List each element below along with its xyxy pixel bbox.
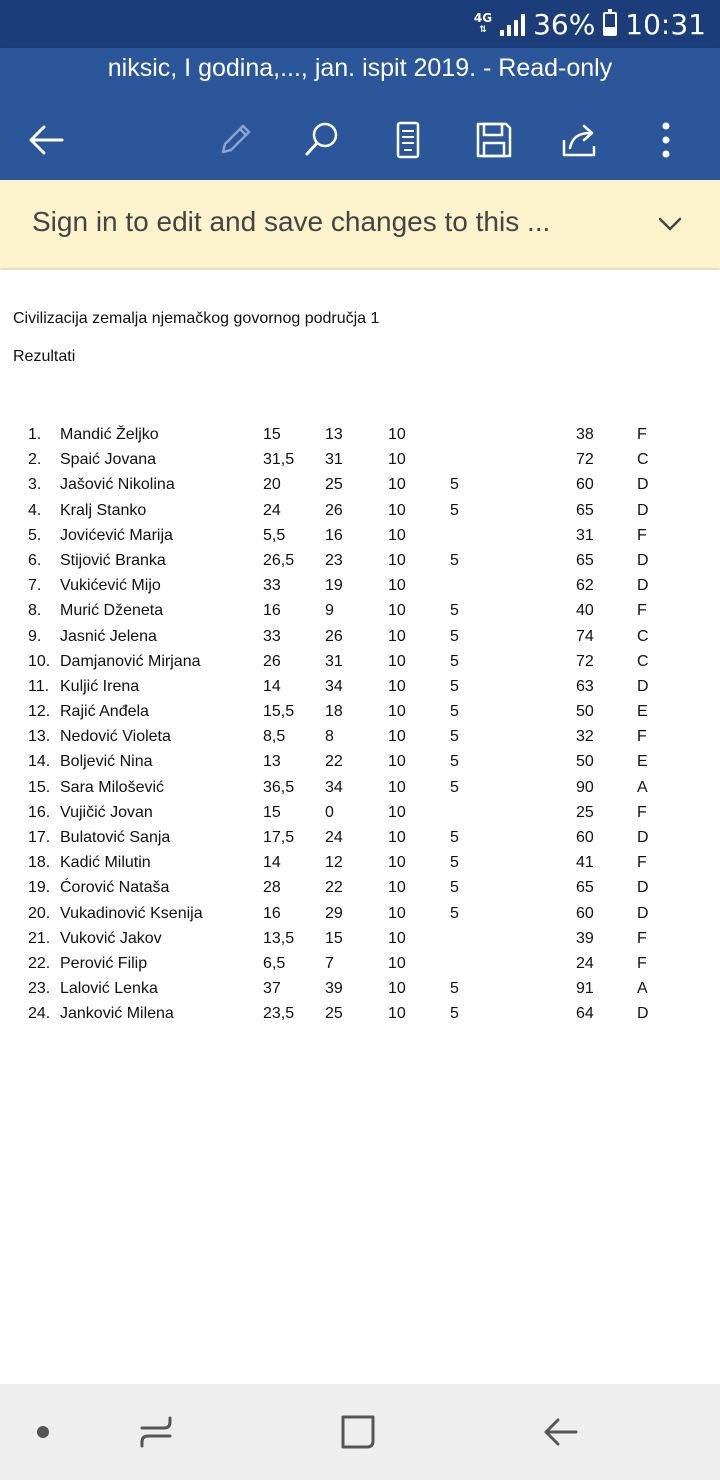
result-row bbox=[0, 777, 720, 802]
row-number: 19. bbox=[28, 879, 51, 897]
result-row bbox=[0, 953, 720, 978]
battery-percent: 36% bbox=[533, 7, 596, 41]
score-part-1: 5,5 bbox=[263, 526, 286, 544]
sign-in-banner-text[interactable]: Sign in to edit and save changes to this ... bbox=[32, 206, 551, 237]
score-part-1: 26 bbox=[263, 652, 281, 670]
grade: D bbox=[637, 501, 649, 519]
score-part-4: 5 bbox=[450, 501, 459, 519]
app-bar bbox=[0, 48, 720, 180]
grade: F bbox=[637, 426, 647, 443]
document-subheading: Rezultati bbox=[13, 348, 76, 365]
total-score: 72 bbox=[576, 652, 594, 670]
score-part-3: 10 bbox=[388, 577, 406, 595]
score-part-1: 14 bbox=[263, 677, 281, 695]
score-part-1: 24 bbox=[263, 501, 281, 519]
student-name: Murić Dženeta bbox=[60, 602, 164, 620]
score-part-1: 15 bbox=[263, 426, 281, 443]
score-part-3: 10 bbox=[388, 980, 406, 998]
score-part-2: 39 bbox=[325, 980, 343, 998]
row-number: 14. bbox=[28, 753, 51, 771]
grade: C bbox=[637, 652, 649, 670]
row-number: 4. bbox=[28, 501, 42, 519]
result-row bbox=[0, 474, 720, 499]
grade: F bbox=[637, 602, 647, 620]
clock: 10:31 bbox=[625, 7, 706, 41]
row-number: 12. bbox=[28, 703, 51, 721]
score-part-4: 5 bbox=[450, 652, 459, 670]
score-part-1: 23,5 bbox=[263, 1005, 295, 1023]
share-icon[interactable] bbox=[550, 110, 610, 170]
row-number: 3. bbox=[28, 476, 42, 494]
score-part-4: 5 bbox=[450, 1005, 459, 1023]
total-score: 65 bbox=[576, 551, 594, 569]
back-arrow-icon[interactable] bbox=[16, 110, 76, 170]
score-part-1: 33 bbox=[263, 627, 281, 645]
total-score: 31 bbox=[576, 526, 594, 544]
score-part-3: 10 bbox=[388, 1005, 406, 1023]
grade: D bbox=[637, 879, 649, 897]
results-list bbox=[0, 424, 720, 1029]
student-name: Janković Milena bbox=[60, 1005, 174, 1023]
score-part-2: 31 bbox=[325, 652, 343, 670]
score-part-3: 10 bbox=[388, 652, 406, 670]
status-bar bbox=[0, 0, 720, 48]
student-name: Lalović Lenka bbox=[60, 980, 158, 998]
more-options-icon[interactable] bbox=[636, 110, 696, 170]
grade: D bbox=[637, 1005, 649, 1023]
grade: D bbox=[637, 904, 649, 922]
result-row bbox=[0, 1003, 720, 1028]
score-part-1: 37 bbox=[263, 980, 281, 998]
pencil-icon[interactable] bbox=[205, 110, 265, 170]
grade: D bbox=[637, 677, 649, 695]
row-number: 6. bbox=[28, 551, 42, 569]
score-part-4: 5 bbox=[450, 677, 459, 695]
row-number: 16. bbox=[28, 803, 51, 821]
student-name: Damjanović Mirjana bbox=[60, 652, 201, 670]
row-number: 13. bbox=[28, 728, 51, 746]
score-part-3: 10 bbox=[388, 476, 406, 494]
score-part-3: 10 bbox=[388, 929, 406, 947]
score-part-1: 20 bbox=[263, 476, 281, 494]
navigation-bar bbox=[0, 1384, 720, 1480]
row-number: 8. bbox=[28, 602, 42, 620]
row-number: 21. bbox=[28, 929, 51, 947]
result-row bbox=[0, 575, 720, 600]
grade: D bbox=[637, 551, 649, 569]
score-part-4: 5 bbox=[450, 703, 459, 721]
row-number: 2. bbox=[28, 451, 42, 469]
chevron-down-icon[interactable] bbox=[650, 204, 690, 244]
total-score: 60 bbox=[576, 904, 594, 922]
score-part-1: 15 bbox=[263, 803, 281, 821]
student-name: Perović Filip bbox=[60, 954, 148, 972]
score-part-3: 10 bbox=[388, 778, 406, 796]
total-score: 32 bbox=[576, 728, 594, 746]
total-score: 90 bbox=[576, 778, 594, 796]
student-name: Kadić Milutin bbox=[60, 854, 151, 872]
total-score: 62 bbox=[576, 577, 594, 595]
score-part-2: 26 bbox=[325, 501, 343, 519]
total-score: 72 bbox=[576, 451, 594, 469]
score-part-2: 0 bbox=[325, 803, 334, 821]
document-title: niksic, I godina,..., jan. ispit 2019. - Read-only bbox=[107, 54, 613, 82]
score-part-1: 36,5 bbox=[263, 778, 295, 796]
row-number: 20. bbox=[28, 904, 51, 922]
result-row bbox=[0, 525, 720, 550]
score-part-3: 10 bbox=[388, 703, 406, 721]
student-name: Vukadinović Ksenija bbox=[60, 904, 203, 922]
score-part-1: 33 bbox=[263, 577, 281, 595]
score-part-2: 29 bbox=[325, 904, 343, 922]
score-part-4: 5 bbox=[450, 602, 459, 620]
score-part-4: 5 bbox=[450, 829, 459, 846]
grade: F bbox=[637, 854, 647, 872]
result-row bbox=[0, 701, 720, 726]
signal-strength-icon bbox=[500, 12, 525, 36]
result-row bbox=[0, 600, 720, 625]
score-part-4: 5 bbox=[450, 551, 459, 569]
result-row bbox=[0, 852, 720, 877]
student-name: Vukićević Mijo bbox=[60, 577, 161, 595]
grade: A bbox=[637, 778, 648, 796]
grade: D bbox=[637, 577, 649, 595]
row-number: 11. bbox=[28, 677, 50, 695]
student-name: Vujičić Jovan bbox=[60, 803, 153, 821]
total-score: 38 bbox=[576, 426, 594, 443]
student-name: Kuljić Irena bbox=[60, 677, 140, 695]
score-part-3: 10 bbox=[388, 526, 406, 544]
score-part-4: 5 bbox=[450, 627, 459, 645]
score-part-2: 31 bbox=[325, 451, 343, 469]
data-arrows-icon: ⇅ bbox=[479, 25, 487, 35]
score-part-2: 9 bbox=[325, 602, 334, 620]
result-row bbox=[0, 751, 720, 776]
score-part-2: 34 bbox=[325, 778, 343, 796]
score-part-1: 13,5 bbox=[263, 929, 295, 947]
grade: F bbox=[637, 526, 647, 544]
total-score: 40 bbox=[576, 602, 594, 620]
total-score: 60 bbox=[576, 476, 594, 494]
score-part-4: 5 bbox=[450, 753, 459, 771]
toolbar bbox=[0, 110, 720, 170]
score-part-1: 17,5 bbox=[263, 829, 295, 846]
student-name: Kralj Stanko bbox=[60, 501, 147, 519]
total-score: 50 bbox=[576, 703, 594, 721]
student-name: Stijović Branka bbox=[60, 551, 166, 569]
total-score: 25 bbox=[576, 803, 594, 821]
result-row bbox=[0, 726, 720, 751]
grade: F bbox=[637, 954, 647, 972]
score-part-4: 5 bbox=[450, 778, 459, 796]
result-row bbox=[0, 827, 720, 852]
score-part-2: 25 bbox=[325, 1005, 343, 1023]
grade: E bbox=[637, 753, 648, 771]
sign-in-banner[interactable] bbox=[0, 180, 720, 269]
score-part-1: 15,5 bbox=[263, 703, 295, 721]
result-row bbox=[0, 550, 720, 575]
student-name: Mandić Željko bbox=[60, 426, 159, 443]
score-part-1: 6,5 bbox=[263, 954, 286, 972]
score-part-4: 5 bbox=[450, 904, 459, 922]
score-part-3: 10 bbox=[388, 879, 406, 897]
result-row bbox=[0, 424, 720, 449]
total-score: 39 bbox=[576, 929, 594, 947]
score-part-1: 28 bbox=[263, 879, 281, 897]
total-score: 60 bbox=[576, 829, 594, 846]
grade: F bbox=[637, 929, 647, 947]
score-part-2: 15 bbox=[325, 929, 343, 947]
score-part-4: 5 bbox=[450, 728, 459, 746]
row-number: 17. bbox=[28, 829, 51, 846]
result-row bbox=[0, 651, 720, 676]
student-name: Jasnić Jelena bbox=[60, 627, 157, 645]
score-part-2: 8 bbox=[325, 728, 334, 746]
total-score: 64 bbox=[576, 1005, 594, 1023]
student-name: Sara Milošević bbox=[60, 778, 165, 796]
total-score: 41 bbox=[576, 854, 594, 872]
score-part-4: 5 bbox=[450, 476, 459, 494]
result-row bbox=[0, 877, 720, 902]
dot-icon[interactable] bbox=[15, 1404, 71, 1460]
score-part-3: 10 bbox=[388, 451, 406, 469]
result-row bbox=[0, 676, 720, 701]
score-part-4: 5 bbox=[450, 980, 459, 998]
score-part-2: 18 bbox=[325, 703, 343, 721]
row-number: 10. bbox=[28, 652, 51, 670]
back-icon[interactable] bbox=[532, 1404, 588, 1460]
score-part-3: 10 bbox=[388, 904, 406, 922]
score-part-1: 31,5 bbox=[263, 451, 295, 469]
row-number: 23. bbox=[28, 980, 51, 998]
student-name: Boljević Nina bbox=[60, 753, 153, 771]
score-part-3: 10 bbox=[388, 854, 406, 872]
total-score: 65 bbox=[576, 879, 594, 897]
total-score: 91 bbox=[576, 980, 594, 998]
reading-view-icon[interactable] bbox=[378, 110, 438, 170]
score-part-2: 13 bbox=[325, 426, 343, 443]
result-row bbox=[0, 802, 720, 827]
score-part-2: 22 bbox=[325, 879, 343, 897]
score-part-2: 25 bbox=[325, 476, 343, 494]
row-number: 18. bbox=[28, 854, 51, 872]
score-part-1: 8,5 bbox=[263, 728, 286, 746]
score-part-2: 7 bbox=[325, 954, 334, 972]
score-part-1: 16 bbox=[263, 904, 281, 922]
score-part-2: 26 bbox=[325, 627, 343, 645]
score-part-1: 14 bbox=[263, 854, 281, 872]
total-score: 24 bbox=[576, 954, 594, 972]
grade: E bbox=[637, 703, 648, 721]
save-icon[interactable] bbox=[464, 110, 524, 170]
document-heading: Civilizacija zemalja njemačkog govornog područja 1 bbox=[13, 310, 380, 327]
total-score: 63 bbox=[576, 677, 594, 695]
result-row bbox=[0, 626, 720, 651]
student-name: Rajić Anđela bbox=[60, 703, 149, 721]
student-name: Jašović Nikolina bbox=[60, 476, 175, 494]
student-name: Ćorović Nataša bbox=[60, 879, 170, 897]
total-score: 74 bbox=[576, 627, 594, 645]
home-icon[interactable] bbox=[330, 1404, 386, 1460]
score-part-2: 34 bbox=[325, 677, 343, 695]
student-name: Jovićević Marija bbox=[60, 526, 173, 544]
total-score: 50 bbox=[576, 753, 594, 771]
score-part-4: 5 bbox=[450, 854, 459, 872]
result-row bbox=[0, 500, 720, 525]
student-name: Vuković Jakov bbox=[60, 929, 162, 947]
score-part-3: 10 bbox=[388, 677, 406, 695]
recents-icon[interactable] bbox=[128, 1404, 184, 1460]
score-part-3: 10 bbox=[388, 728, 406, 746]
score-part-2: 22 bbox=[325, 753, 343, 771]
network-type-label: 4G bbox=[473, 11, 493, 25]
grade: D bbox=[637, 829, 649, 846]
score-part-4: 5 bbox=[450, 879, 459, 897]
search-icon[interactable] bbox=[292, 110, 352, 170]
row-number: 7. bbox=[28, 577, 42, 595]
score-part-3: 10 bbox=[388, 627, 406, 645]
network-type-indicator bbox=[474, 12, 492, 36]
row-number: 24. bbox=[28, 1005, 51, 1023]
score-part-2: 19 bbox=[325, 577, 343, 595]
student-name: Bulatović Sanja bbox=[60, 829, 171, 846]
score-part-2: 16 bbox=[325, 526, 343, 544]
score-part-3: 10 bbox=[388, 602, 406, 620]
result-row bbox=[0, 978, 720, 1003]
row-number: 9. bbox=[28, 627, 42, 645]
result-row bbox=[0, 449, 720, 474]
score-part-2: 23 bbox=[325, 551, 343, 569]
status-indicators bbox=[474, 6, 706, 42]
row-number: 15. bbox=[28, 778, 51, 796]
score-part-1: 26,5 bbox=[263, 551, 295, 569]
row-number: 1. bbox=[28, 426, 42, 443]
score-part-1: 13 bbox=[263, 753, 281, 771]
student-name: Spaić Jovana bbox=[60, 451, 157, 469]
row-number: 5. bbox=[28, 526, 42, 544]
score-part-3: 10 bbox=[388, 753, 406, 771]
grade: C bbox=[637, 451, 649, 469]
score-part-3: 10 bbox=[388, 829, 406, 846]
grade: C bbox=[637, 627, 649, 645]
row-number: 22. bbox=[28, 954, 51, 972]
result-row bbox=[0, 903, 720, 928]
score-part-3: 10 bbox=[388, 954, 406, 972]
score-part-3: 10 bbox=[388, 426, 406, 443]
student-name: Nedović Violeta bbox=[60, 728, 171, 746]
grade: A bbox=[637, 980, 648, 998]
document-page[interactable] bbox=[0, 270, 720, 1384]
battery-icon bbox=[603, 12, 617, 36]
grade: F bbox=[637, 803, 647, 821]
grade: D bbox=[637, 476, 649, 494]
score-part-2: 12 bbox=[325, 854, 343, 872]
score-part-3: 10 bbox=[388, 551, 406, 569]
result-row bbox=[0, 928, 720, 953]
grade: F bbox=[637, 728, 647, 746]
total-score: 65 bbox=[576, 501, 594, 519]
score-part-2: 24 bbox=[325, 829, 343, 846]
score-part-3: 10 bbox=[388, 803, 406, 821]
score-part-1: 16 bbox=[263, 602, 281, 620]
score-part-3: 10 bbox=[388, 501, 406, 519]
